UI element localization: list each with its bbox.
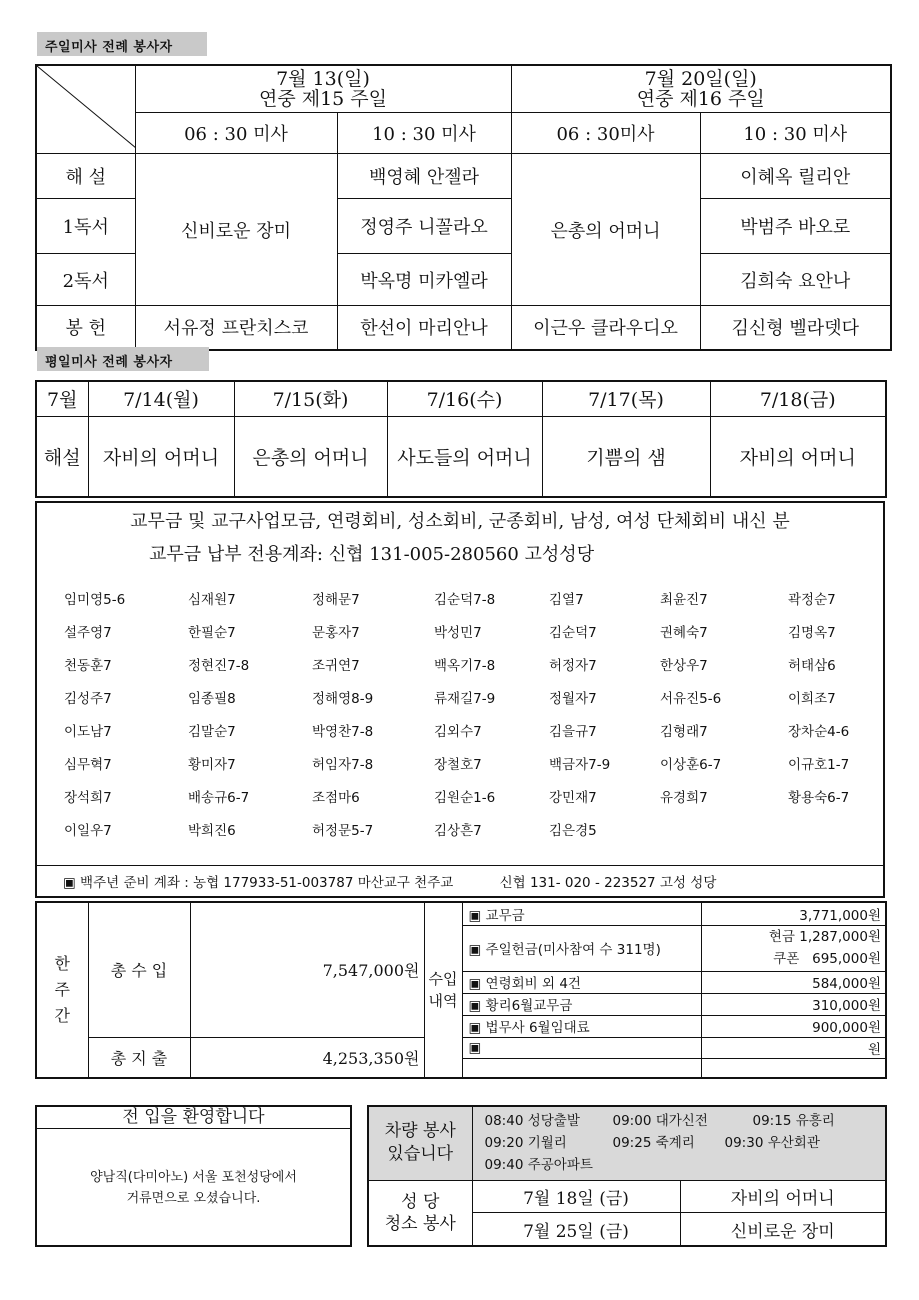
donor-name: 임미영5-6 <box>64 592 126 608</box>
donor-box <box>35 501 885 898</box>
week2-date: 7월 20일(일) <box>644 68 757 91</box>
weekday-group: 사도들의 어머니 <box>387 416 542 497</box>
donor-name: 박희진6 <box>188 823 236 839</box>
mass-time: 10 : 30 미사 <box>337 113 511 154</box>
donor-name: 설주영7 <box>64 625 112 641</box>
role-label: 봉 헌 <box>36 306 135 350</box>
donor-name: 이도남7 <box>64 724 112 740</box>
income-amount: 900,000원 <box>701 1015 886 1037</box>
donor-name: 백금자7-9 <box>549 757 611 773</box>
role-label: 2독서 <box>36 254 135 306</box>
weekday-group: 자비의 어머니 <box>88 416 234 497</box>
stop: 09:00 대가신전 <box>612 1113 708 1130</box>
diagonal-line <box>37 66 136 148</box>
donor-name: 김외수7 <box>434 724 482 740</box>
welcome-line: 거류면으로 오셨습니다. <box>126 1191 261 1206</box>
donor-name: 김을규7 <box>549 724 597 740</box>
income-amount: 584,000원 <box>701 971 886 993</box>
donor-name: 장석희7 <box>64 790 112 806</box>
donor-name: 류재길7-9 <box>434 691 496 707</box>
schedule-line <box>485 1132 886 1154</box>
donor-name: 김열7 <box>549 592 584 608</box>
donor-name: 허임자7-8 <box>312 757 374 773</box>
schedule-line <box>485 1154 886 1176</box>
income-amount: 3,771,000원 <box>701 902 886 925</box>
cleaning-date: 7월 25일 (금) <box>472 1213 680 1247</box>
donor-name: 문홍자7 <box>312 625 360 641</box>
income-item: ▣ 교무금 <box>462 902 701 925</box>
donor-name: 김원순1-6 <box>434 790 496 806</box>
donor-name: 한필순7 <box>188 625 236 641</box>
stop: 08:40 성당출발 <box>484 1113 580 1130</box>
donor-name: 이상훈6-7 <box>660 757 722 773</box>
donor-name: 황용숙6-7 <box>788 790 850 806</box>
diagonal-corner-cell <box>36 65 135 154</box>
weekday-group: 기쁨의 샘 <box>542 416 710 497</box>
donor-name: 정월자7 <box>549 691 597 707</box>
donor-name: 정현진7-8 <box>188 658 250 674</box>
weekday-group: 자비의 어머니 <box>710 416 886 497</box>
welcome-line: 양남직(다미아노) 서울 포천성당에서 <box>90 1170 297 1185</box>
stop: 09:25 죽계리 <box>612 1135 695 1152</box>
donor-name: 천동훈7 <box>64 658 112 674</box>
donor-name: 김순덕7 <box>549 625 597 641</box>
donor-name: 정해문7 <box>312 592 360 608</box>
income-total: 7,547,000원 <box>190 902 424 1037</box>
service-table <box>367 1105 887 1247</box>
row-label: 해설 <box>36 416 88 497</box>
week1-header <box>135 65 511 113</box>
centennial-account-row <box>37 865 883 900</box>
donor-name: 김성주7 <box>64 691 112 707</box>
donor-name: 한상우7 <box>660 658 708 674</box>
period-label: 한 주 간 <box>36 902 88 1078</box>
cleaning-date: 7월 18일 (금) <box>472 1180 680 1212</box>
donor-name: 심무혁7 <box>64 757 112 773</box>
welcome-title: 전 입을 환영합니다 <box>37 1107 350 1129</box>
weekday-group: 은총의 어머니 <box>234 416 387 497</box>
donor-name: 조점마6 <box>312 790 360 806</box>
weekday-section-label: 평일미사 전례 봉사자 <box>37 347 209 371</box>
expense-label: 총 지 출 <box>88 1037 190 1078</box>
income-amount: 원 <box>701 1037 886 1058</box>
empty-cell <box>462 1058 701 1078</box>
role-label: 1독서 <box>36 199 135 254</box>
donor-name: 최윤진7 <box>660 592 708 608</box>
donor-name: 김형래7 <box>660 724 708 740</box>
day-header: 7/18(금) <box>710 381 886 416</box>
income-item: ▣ <box>462 1037 701 1058</box>
donor-name: 허태삼6 <box>788 658 836 674</box>
car-schedule <box>472 1106 886 1180</box>
schedule-line <box>485 1110 886 1132</box>
stop: 09:15 유흥리 <box>752 1113 835 1130</box>
income-amount: 310,000원 <box>701 993 886 1015</box>
cleaning-group: 신비로운 장미 <box>680 1213 886 1247</box>
cash-amount: 현금 1,287,000원 <box>768 929 881 945</box>
donor-name: 박영찬7-8 <box>312 724 374 740</box>
donor-name: 김말순7 <box>188 724 236 740</box>
donor-name: 배송규6-7 <box>188 790 250 806</box>
day-header: 7/15(화) <box>234 381 387 416</box>
centennial-account-2: 신협 131- 020 - 223527 고성 성당 <box>499 875 717 891</box>
stop: 09:30 우산회관 <box>724 1135 820 1152</box>
day-header: 7/16(수) <box>387 381 542 416</box>
donor-name: 이규호1-7 <box>788 757 850 773</box>
week2-header <box>511 65 891 113</box>
donor-name: 정해영8-9 <box>312 691 374 707</box>
stop: 09:20 기월리 <box>484 1135 567 1152</box>
offering-name: 서유정 프란치스코 <box>135 306 337 350</box>
donor-heading: 교무금 및 교구사업모금, 연령회비, 성소회비, 군종회비, 남성, 여성 단체회비 내신 분 <box>130 511 790 532</box>
donor-name: 백옥기7-8 <box>434 658 496 674</box>
sunday-section-label: 주일미사 전례 봉사자 <box>37 32 207 56</box>
donor-name: 이일우7 <box>64 823 112 839</box>
week1-1030-reader: 정영주 니꼴라오 <box>337 199 511 254</box>
stop: 09:40 주공아파트 <box>484 1157 593 1174</box>
week1-0630-group: 신비로운 장미 <box>135 154 337 306</box>
week1-date: 7월 13(일) <box>276 68 370 91</box>
donor-name: 서유진5-6 <box>660 691 722 707</box>
donor-name: 심재원7 <box>188 592 236 608</box>
month-label: 7월 <box>36 381 88 416</box>
day-header: 7/14(월) <box>88 381 234 416</box>
donor-name: 김은경5 <box>549 823 597 839</box>
week2-1030-reader: 박범주 바오로 <box>700 199 891 254</box>
income-label: 총 수 입 <box>88 902 190 1037</box>
welcome-box <box>35 1105 352 1247</box>
donor-name: 조귀연7 <box>312 658 360 674</box>
sunday-schedule-table <box>35 64 892 351</box>
cleaning-group: 자비의 어머니 <box>680 1180 886 1212</box>
mass-time: 06 : 30 미사 <box>135 113 337 154</box>
income-item: ▣ 황리6월교무금 <box>462 993 701 1015</box>
donor-name: 황미자7 <box>188 757 236 773</box>
donor-name: 임종필8 <box>188 691 236 707</box>
detail-label: 수입 내역 <box>424 902 462 1078</box>
offering-name: 김신형 벨라뎃다 <box>700 306 891 350</box>
mass-time: 10 : 30 미사 <box>700 113 891 154</box>
empty-cell <box>701 1058 886 1078</box>
centennial-account: ▣ 백주년 준비 계좌 : 농협 177933-51-003787 마산교구 천주교 <box>63 875 454 891</box>
donor-name: 권혜숙7 <box>660 625 708 641</box>
income-item: ▣ 주일헌금(미사참여 수 311명) <box>462 925 701 971</box>
donor-name: 허정자7 <box>549 658 597 674</box>
car-service-label: 차량 봉사 있습니다 <box>368 1106 472 1180</box>
week2-1030-reader: 이혜옥 릴리안 <box>700 154 891 199</box>
week1-name: 연중 제15 주일 <box>258 88 388 111</box>
donor-name: 유경희7 <box>660 790 708 806</box>
mass-time: 06 : 30미사 <box>511 113 700 154</box>
expense-total: 4,253,350원 <box>190 1037 424 1078</box>
week2-name: 연중 제16 주일 <box>636 88 765 111</box>
coupon-amount: 쿠폰 695,000원 <box>773 951 881 967</box>
donor-name: 김명옥7 <box>788 625 836 641</box>
donation-account: 교무금 납부 전용계좌: 신협 131-005-280560 고성성당 <box>149 544 595 565</box>
donor-name: 허정문5-7 <box>312 823 374 839</box>
donor-name: 김순덕7-8 <box>434 592 496 608</box>
week2-0630-group: 은총의 어머니 <box>511 154 700 306</box>
donor-name: 장철호7 <box>434 757 482 773</box>
day-header: 7/17(목) <box>542 381 710 416</box>
donor-name: 김상흔7 <box>434 823 482 839</box>
role-label: 해 설 <box>36 154 135 199</box>
welcome-body <box>37 1129 350 1209</box>
offering-name: 한선이 마리안나 <box>337 306 511 350</box>
donor-name: 이희조7 <box>788 691 836 707</box>
offering-name: 이근우 클라우디오 <box>511 306 700 350</box>
income-item: ▣ 연령회비 외 4건 <box>462 971 701 993</box>
donor-name: 장차순4-6 <box>788 724 850 740</box>
cleaning-label: 성 당 청소 봉사 <box>368 1180 472 1246</box>
donor-list <box>64 589 864 842</box>
week1-1030-reader: 백영혜 안젤라 <box>337 154 511 199</box>
week1-1030-reader: 박옥명 미카엘라 <box>337 254 511 306</box>
donor-name: 강민재7 <box>549 790 597 806</box>
income-amount-cash-coupon <box>701 925 886 971</box>
weekday-schedule-table <box>35 380 887 498</box>
donor-name: 박성민7 <box>434 625 482 641</box>
income-item: ▣ 법무사 6월임대료 <box>462 1015 701 1037</box>
week2-1030-reader: 김희숙 요안나 <box>700 254 891 306</box>
finance-table <box>35 901 887 1079</box>
donor-name: 곽정순7 <box>788 592 836 608</box>
